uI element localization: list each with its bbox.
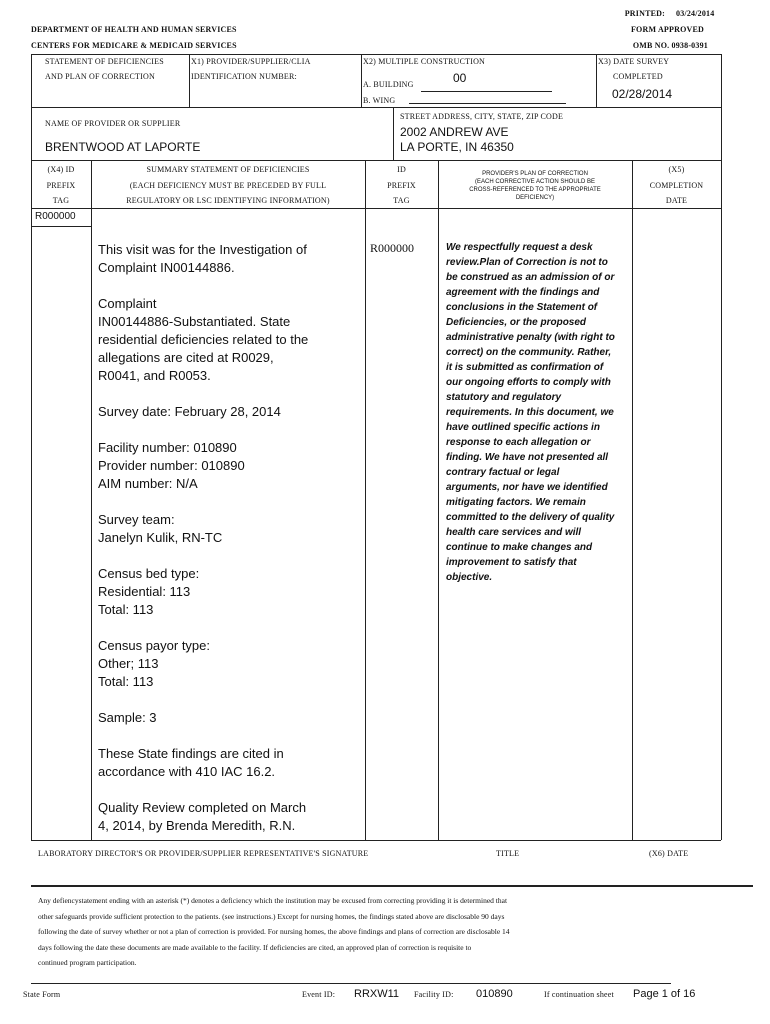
plan-of-correction: We respectfully request a desk review.Plan of Correction is not to be construed as an admission of or agreement with the findings and conclusions in the Statement of Deficiencies, or the proposed administrative penalty (with right to correct) on the community. Rather, it is submitted as confirmation of our ongoing efforts to comply with statutory and regulatory requirements. In this document, we have outlined specific actions in response to each allegation or finding. We have not presented all contrary factual or legal arguments, nor have we identified mitigating factors. We remain committed to the delivery of quality health care services and will continue to make changes and improvement to satisfy that objective. <box>446 242 615 583</box>
summary-header-3: REGULATORY OR LSC IDENTIFYING INFORMATION) <box>126 196 330 205</box>
top-box-divider-3 <box>596 54 597 107</box>
department-title: DEPARTMENT OF HEALTH AND HUMAN SERVICES <box>31 25 237 34</box>
omb-number: OMB NO. 0938-0391 <box>632 41 708 50</box>
right-border <box>721 54 722 840</box>
top-box-top-line <box>31 54 721 55</box>
summary-paragraph: Survey team: Janelyn Kulik, RN-TC <box>98 512 223 545</box>
continuation-label: If continuation sheet <box>544 990 614 999</box>
statement-label-2: AND PLAN OF CORRECTION <box>45 72 155 81</box>
disclaimer-line: continued program participation. <box>38 958 137 967</box>
provider-name-value: BRENTWOOD AT LAPORTE <box>45 140 201 154</box>
top-box-bottom-line <box>31 107 721 108</box>
provider-divider <box>393 107 394 160</box>
footer-line <box>31 983 671 984</box>
x5-header-3: DATE <box>665 196 688 205</box>
summary-paragraph: Sample: 3 <box>98 710 157 725</box>
x4-header-2: PREFIX <box>46 181 76 190</box>
plan-header-3: CROSS-REFERENCED TO THE APPROPRIATE <box>469 187 601 193</box>
provider-id-label-1: X1) PROVIDER/SUPPLIER/CLIA <box>191 57 311 66</box>
plan-header-1: PROVIDER'S PLAN OF CORRECTION <box>482 171 588 177</box>
provider-id-label-2: IDENTIFICATION NUMBER: <box>191 72 297 81</box>
right-tag-r000000: R000000 <box>370 241 415 255</box>
signature-top-line <box>31 840 721 841</box>
col-div-summary <box>365 160 366 840</box>
disclaimer-text <box>38 893 738 971</box>
summary-paragraph: These State findings are cited in accordance with 410 IAC 16.2. <box>98 746 284 779</box>
building-label: A. BUILDING <box>363 80 414 89</box>
summary-header-1: SUMMARY STATEMENT OF DEFICIENCIES <box>146 165 310 174</box>
summary-header-2: (EACH DEFICIENCY MUST BE PRECEDED BY FULL <box>129 181 327 190</box>
id-header-2: PREFIX <box>387 181 416 190</box>
director-signature-label: LABORATORY DIRECTOR'S OR PROVIDER/SUPPLIER REPRESENTATIVE'S SIGNATURE <box>38 849 369 858</box>
address-label: STREET ADDRESS, CITY, STATE, ZIP CODE <box>400 112 564 121</box>
centers-title: CENTERS FOR MEDICARE & MEDICAID SERVICES <box>31 41 237 50</box>
completed-label: COMPLETED <box>613 72 663 81</box>
date-survey-value: 02/28/2014 <box>612 87 673 101</box>
address-line-1: 2002 ANDREW AVE <box>400 125 509 139</box>
summary-statement <box>98 241 360 853</box>
wing-underline <box>409 103 566 104</box>
provider-name-label: NAME OF PROVIDER OR SUPPLIER <box>45 119 181 128</box>
signature-bottom-line <box>31 885 753 887</box>
summary-paragraph: Survey date: February 28, 2014 <box>98 404 281 419</box>
col-div-x4 <box>91 160 92 840</box>
printed-date: 03/24/2014 <box>676 9 715 18</box>
printed-label: PRINTED: <box>624 9 665 18</box>
col-div-id <box>438 160 439 840</box>
disclaimer-line: following the date of survey whether or not a plan of correction is provided. For nursing homes, the above findings and plans of correction are disclosable 14 <box>38 927 510 936</box>
top-box-divider-2 <box>361 54 362 107</box>
summary-paragraph: Quality Review completed on March 4, 2014, by Brenda Meredith, R.N. <box>98 800 307 833</box>
x4-header-1: (X4) ID <box>47 165 75 174</box>
x5-header-2: COMPLETION <box>649 181 704 190</box>
id-header-1: ID <box>397 165 406 174</box>
id-header-3: TAG <box>393 196 410 205</box>
summary-paragraph: Census payor type: Other; 113 Total: 113 <box>98 638 211 689</box>
multiple-construction-label: X2) MULTIPLE CONSTRUCTION <box>363 57 486 66</box>
form-approved: FORM APPROVED <box>630 25 704 34</box>
page-number: Page 1 of 16 <box>633 988 696 1000</box>
plan-header-4: DEFICIENCY) <box>515 195 555 201</box>
left-tag-r000000: R000000 <box>35 211 76 222</box>
x6-date-label: (X6) DATE <box>649 849 689 858</box>
summary-paragraph: Census bed type: Residential: 113 Total: 113 <box>98 566 200 617</box>
building-underline <box>421 91 552 92</box>
summary-paragraph: Complaint IN00144886-Substantiated. State residential deficiencies related to the allegations are cited at R0029, R0041, and R0053. <box>98 296 309 383</box>
building-value: 00 <box>453 71 467 85</box>
disclaimer-line: Any defiencystatement ending with an asterisk (*) denotes a deficiency which the institution may be excused from correcting providing it is determined that <box>38 896 508 905</box>
summary-paragraph: Facility number: 010890 Provider number: 010890 AIM number: N/A <box>98 440 245 491</box>
facility-id-value: 010890 <box>476 988 513 1000</box>
event-id-label: Event ID: <box>302 990 336 999</box>
disclaimer-line: days following the date these documents are made available to the facility. If deficiencies are cited, an approved plan of correction is requisite to <box>38 942 472 952</box>
date-survey-label: X3) DATE SURVEY <box>598 57 670 66</box>
event-id-value: RRXW11 <box>354 988 400 1000</box>
title-label: TITLE <box>496 849 520 858</box>
top-box-divider-1 <box>189 54 190 107</box>
x4-header-3: TAG <box>52 196 70 205</box>
address-line-2: LA PORTE, IN 46350 <box>400 140 514 154</box>
wing-label: B. WING <box>363 96 396 105</box>
summary-paragraph: This visit was for the Investigation of Complaint IN00144886. <box>98 242 307 275</box>
facility-id-label: Facility ID: <box>414 990 454 999</box>
tag-row-line <box>31 226 91 227</box>
plan-header-2: (EACH CORRECTIVE ACTION SHOULD BE <box>474 179 596 185</box>
statement-label-1: STATEMENT OF DEFICIENCIES <box>45 57 164 66</box>
provider-bottom-line <box>31 160 721 161</box>
col-div-plan <box>632 160 633 840</box>
form-name: State Form <box>23 990 61 999</box>
disclaimer-line: other safeguards provide sufficient protection to the patients. (see instructions.) Except for nursing homes, the findings stated above are disclosable 90 days <box>38 911 505 921</box>
column-header-bottom-line <box>31 208 721 209</box>
x5-header-1: (X5) <box>668 165 685 174</box>
